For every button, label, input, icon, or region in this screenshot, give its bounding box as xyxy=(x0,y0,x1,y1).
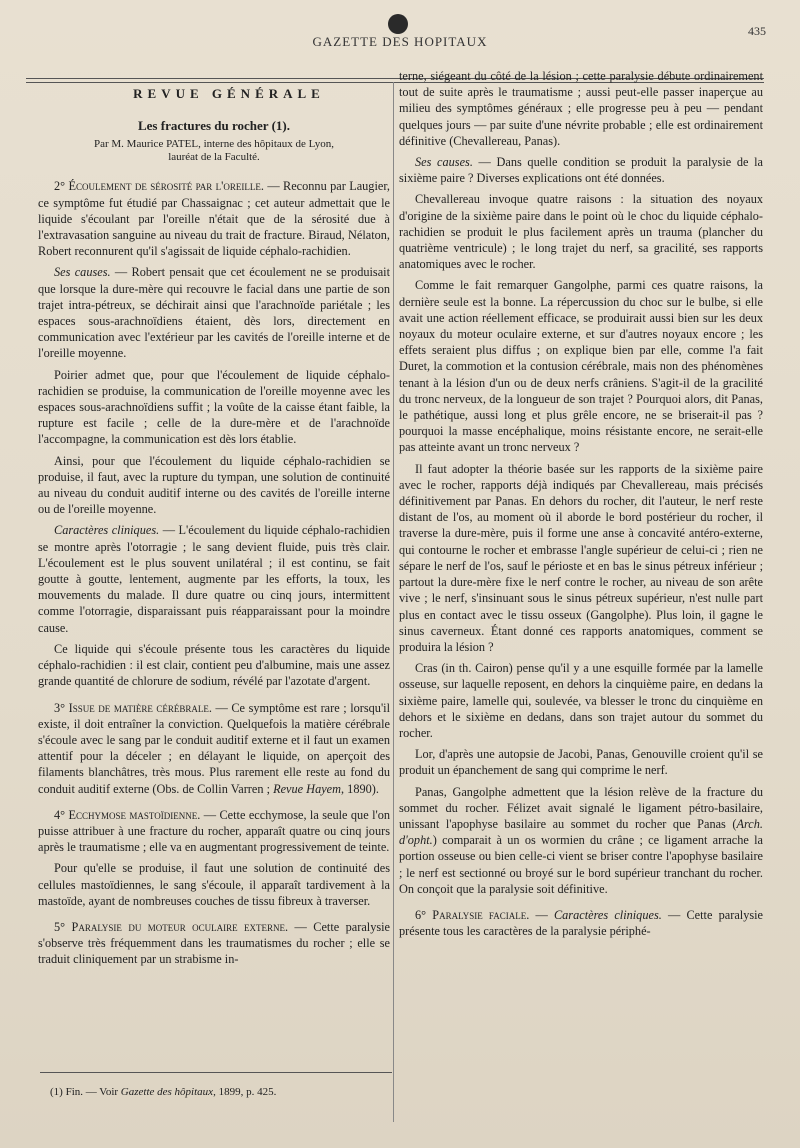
paragraph: Cras (in th. Cairon) pense qu'il y a une esquille formée par la lamelle osseuse, sur laquelle reposent, en dehors la cinquième paire, en dedans la sixième paire, lamelle qui, soulevée, va blesser le tronc du cinquième en dehors et le sixième en dedans, dans son trajet autour du sommet du rocher. xyxy=(399,661,763,740)
paragraph: Ce liquide qui s'écoule présente tous les caractères du liquide céphalo-rachidien : il est clair, contient peu d'albumine, mais une assez grande quantité de chlorure de sodium, révélé par l'azotate d'argent. xyxy=(38,641,390,689)
paragraph-text: — Robert pensait que cet écoulement ne se produisait que lorsque la dure-mère qui recouvre le facial dans une partie de son trajet intra-pétreux, se déchirait ainsi que l'arachnoïde pariétale ; les espaces sous-arachnoïdiens étaient, dès lors, directement en communication avec l'extérieur par les cavités de l'oreille interne et de l'oreille moyenne. xyxy=(38,265,390,361)
footnote-rule xyxy=(40,1072,392,1073)
paragraph-text: — Cette ecchymose, la seule que l'on puisse attribuer à une fracture du rocher, apparaît quatre ou cinq jours après le traumatisme ; elle va en augmentant progressivement de teinte. xyxy=(38,807,391,855)
paragraph: Il faut adopter la théorie basée sur les rapports de la sixième paire avec le rocher, rapports déjà indiqués par Chevallereau, mais précisés définitivement par Panas. En dehors du rocher, dit l'auteur, le nerf reste distant de l'os, au moment où il aborde le bord postérieur du rocher, il traverse la dure-mère, puis il forme une anse à concavité antéro-externe, qui contourne le rocher et embrasse l'angle supérieur de celui-ci ; rien ne sépare le nerf de l'os, sauf le périoste et en bas le sinus pétreux inférieur ; partout la dure-mère fixe le nerf contre le rocher, au niveau de son arête vive ; le nerf, s'insinuant sous le sinus pétreux supérieur, n'est nulle part plus en contact avec le tissu osseux (Gangolphe). Plus loin, il gagne le sinus caverneux. Étant donné ces rapports anatomiques, comment se produira la lésion ? xyxy=(399,461,763,654)
paragraph-text: Panas, Gangolphe admettent que la lésion relève de la fracture du sommet du rocher. Félizet avait signalé le ligament pétro-basilaire, unissant l'apophyse basilaire au sommet du rocher que Panas ( xyxy=(399,784,763,831)
paragraph xyxy=(38,178,390,259)
byline-author: Par M. Maurice PATEL, interne des hôpitaux de Lyon, xyxy=(93,138,335,151)
paragraph xyxy=(38,919,390,968)
paragraph: Lor, d'après une autopsie de Jacobi, Panas, Genouville croient qu'il se produit un épanchement de sang qui comprime le nerf. xyxy=(399,747,763,778)
subsection-heading: 3° Issue de matière cérébrale. xyxy=(54,700,212,715)
footnote xyxy=(50,1086,390,1098)
subsection-heading: 5° Paralysie du moteur oculaire externe. xyxy=(54,919,289,934)
paragraph: Ainsi, pour que l'écoulement du liquide céphalo-rachidien se produise, il faut, avec la rupture du tympan, une solution de continuité au niveau du conduit auditif interne ou des cavités de l'oreille interne ou de l'oreille moyenne. xyxy=(38,453,390,517)
right-column xyxy=(399,68,763,944)
subsection-heading: 2° Écoulement de sérosité par l'oreille. xyxy=(54,179,264,194)
binding-hole-mark xyxy=(388,14,408,34)
paragraph: Poirier admet que, pour que l'écoulement de liquide céphalo-rachidien se produise, la communication de l'oreille moyenne avec les espaces sous-arachnoïdiens suffit ; la voûte de la caisse étant faible, la rupture est facile ; celle de la dure-mère et de l'arachnoïde l'accompagne, la communication est dès lors établie. xyxy=(38,367,390,447)
paragraph xyxy=(38,264,390,361)
column-divider xyxy=(393,82,394,1122)
paragraph-text: — Cette paralysie présente tous les caractères de la paralysie périphé- xyxy=(399,907,764,939)
footnote-citation: Gazette des hôpitaux xyxy=(120,1086,214,1098)
paragraph-text: — L'écoulement du liquide céphalo-rachidien se montre après l'otorragie ; le sang devient fluide, puis très clair. L'écoulement est le plus souvent unilatéral ; il est continu, se fait goutte à goutte, lentement, augmente par les efforts, la toux, les mouvements du malade. Il dure quatre ou cinq jours, intermittent comme l'otorragie, disparaissant puis réapparaissant pour la moindre cause. xyxy=(38,523,390,635)
paragraph xyxy=(38,700,390,797)
byline xyxy=(38,138,390,164)
article-title: Les fractures du rocher (1). xyxy=(137,118,290,134)
left-column xyxy=(38,86,390,973)
subsection-heading: 6° Paralysie faciale. xyxy=(415,907,530,922)
paragraph-text: ) comparait à un os wormien du crâne ; ce ligament arrache la portion osseuse ou bien celle-ci vient se briser contre l'apophyse basilaire ; le nerf est sectionné ou broyé sur le bord supérieur tranchant du rocher. On conçoit que la paralysie soit définitive. xyxy=(399,833,763,896)
paragraph-text: — Dans quelle condition se produit la paralysie de la sixième paire ? Diverses explications ont été données. xyxy=(399,155,763,186)
paragraph-text: — Cette paralysie s'observe très fréquemment dans les traumatismes du rocher ; elle se traduit cliniquement par un strabisme in- xyxy=(38,919,391,967)
paragraph xyxy=(38,522,390,635)
running-title: GAZETTE DES HOPITAUX xyxy=(312,34,488,49)
paragraph-text: — Ce symptôme est rare ; lorsqu'il existe, il doit entraîner la conviction. Quelquefois la matière cérébrale s'écoule avec le sang par le conduit auditif externe et il faut un examen attentif pour la déceler ; en délayant le liquide, on aperçoit des filaments blanchâtres, très mous. Plus rarement elle reste au fond du conduit auditif externe (Obs. de Collin Varren ; xyxy=(38,700,390,796)
footnote-text: (1) Fin. — Voir xyxy=(50,1086,121,1098)
page-number: 435 xyxy=(748,24,766,38)
byline-affiliation: lauréat de la Faculté. xyxy=(168,151,260,164)
paragraph: terne, siégeant du côté de la lésion ; cette paralysie débute ordinairement tout de suite après le traumatisme ; aussi peut-elle passer inaperçue au milieu des symptômes généraux ; elle progresse peu à peu — pendant quelques jours — par suite d'une névrite probable ; elle est ordinairement définitive (Chevallereau, Panas). xyxy=(399,69,763,148)
subsection-label: Ses causes. xyxy=(54,265,111,280)
paragraph-text: , 1890). xyxy=(341,781,379,796)
paragraph: Comme le fait remarquer Gangolphe, parmi ces quatre raisons, la dernière seule est la bonne. La répercussion du choc sur le bulbe, si elle avait une action réellement efficace, se produirait aussi bien sur les deux noyaux du moteur oculaire externe, et sur d'autres noyaux encore ; les effets seraient plus diffus ; on explique bien par elle, comme l'a fait Duret, la commotion et la contusion cérébrale, mais non des phénomènes tenant à la lésion d'un ou de deux nerfs crâniens. S'agit-il de la gracilité du tronc nerveux, de la longueur de son trajet ? Pourquoi alors, dit Panas, le pathétique, aussi long et plus grêle encore, ne se briserait-il pas ? pourquoi la masse encéphalique, moins résistante encore, ne serait-elle pas atteinte avant un tronc nerveux ? xyxy=(399,278,763,455)
citation: Revue Hayem xyxy=(273,781,342,796)
subsection-label: Ses causes. xyxy=(415,155,473,170)
citation: Arch. d'opht. xyxy=(399,816,763,848)
paragraph: Chevallereau invoque quatre raisons : la situation des noyaux d'origine de la sixième paire dans le point où le choc du liquide céphalo-rachidien se produit le plus facilement après un trauma (plancher du quatrième ventricule) ; le long trajet du nerf, sa gracilité, ses rapports anatomiques avec le rocher. xyxy=(399,192,763,272)
section-heading: REVUE GÉNÉRALE xyxy=(133,86,325,101)
subsection-label: Caractères cliniques. xyxy=(553,907,662,922)
paragraph xyxy=(399,784,763,897)
paragraph xyxy=(38,807,390,856)
dash: — xyxy=(529,907,554,922)
subsection-heading: 4° Ecchymose mastoïdienne. xyxy=(54,807,201,822)
paragraph xyxy=(399,154,763,186)
paragraph: Pour qu'elle se produise, il faut une solution de continuité des cellules mastoïdiennes, le sang s'écoule, il apparaît tardivement à la mastoïde, ayant de nombreuses couches de tissu fibreux à traverser. xyxy=(38,861,390,908)
subsection-label: Caractères cliniques. xyxy=(54,523,160,538)
paragraph xyxy=(399,907,763,939)
footnote-text: , 1899, p. 425. xyxy=(213,1086,277,1098)
paragraph-text: — Reconnu par Laugier, ce symptôme fut étudié par Chassaignac ; cet auteur admettait que le liquide s'écoulant par l'oreille n'était que de la sérosité due à l'extravasation sanguine au niveau du trait de fracture. Biraud, Nélaton, Robert reconnurent qu'il s'agissait de liquide céphalo-rachidien. xyxy=(38,179,391,259)
